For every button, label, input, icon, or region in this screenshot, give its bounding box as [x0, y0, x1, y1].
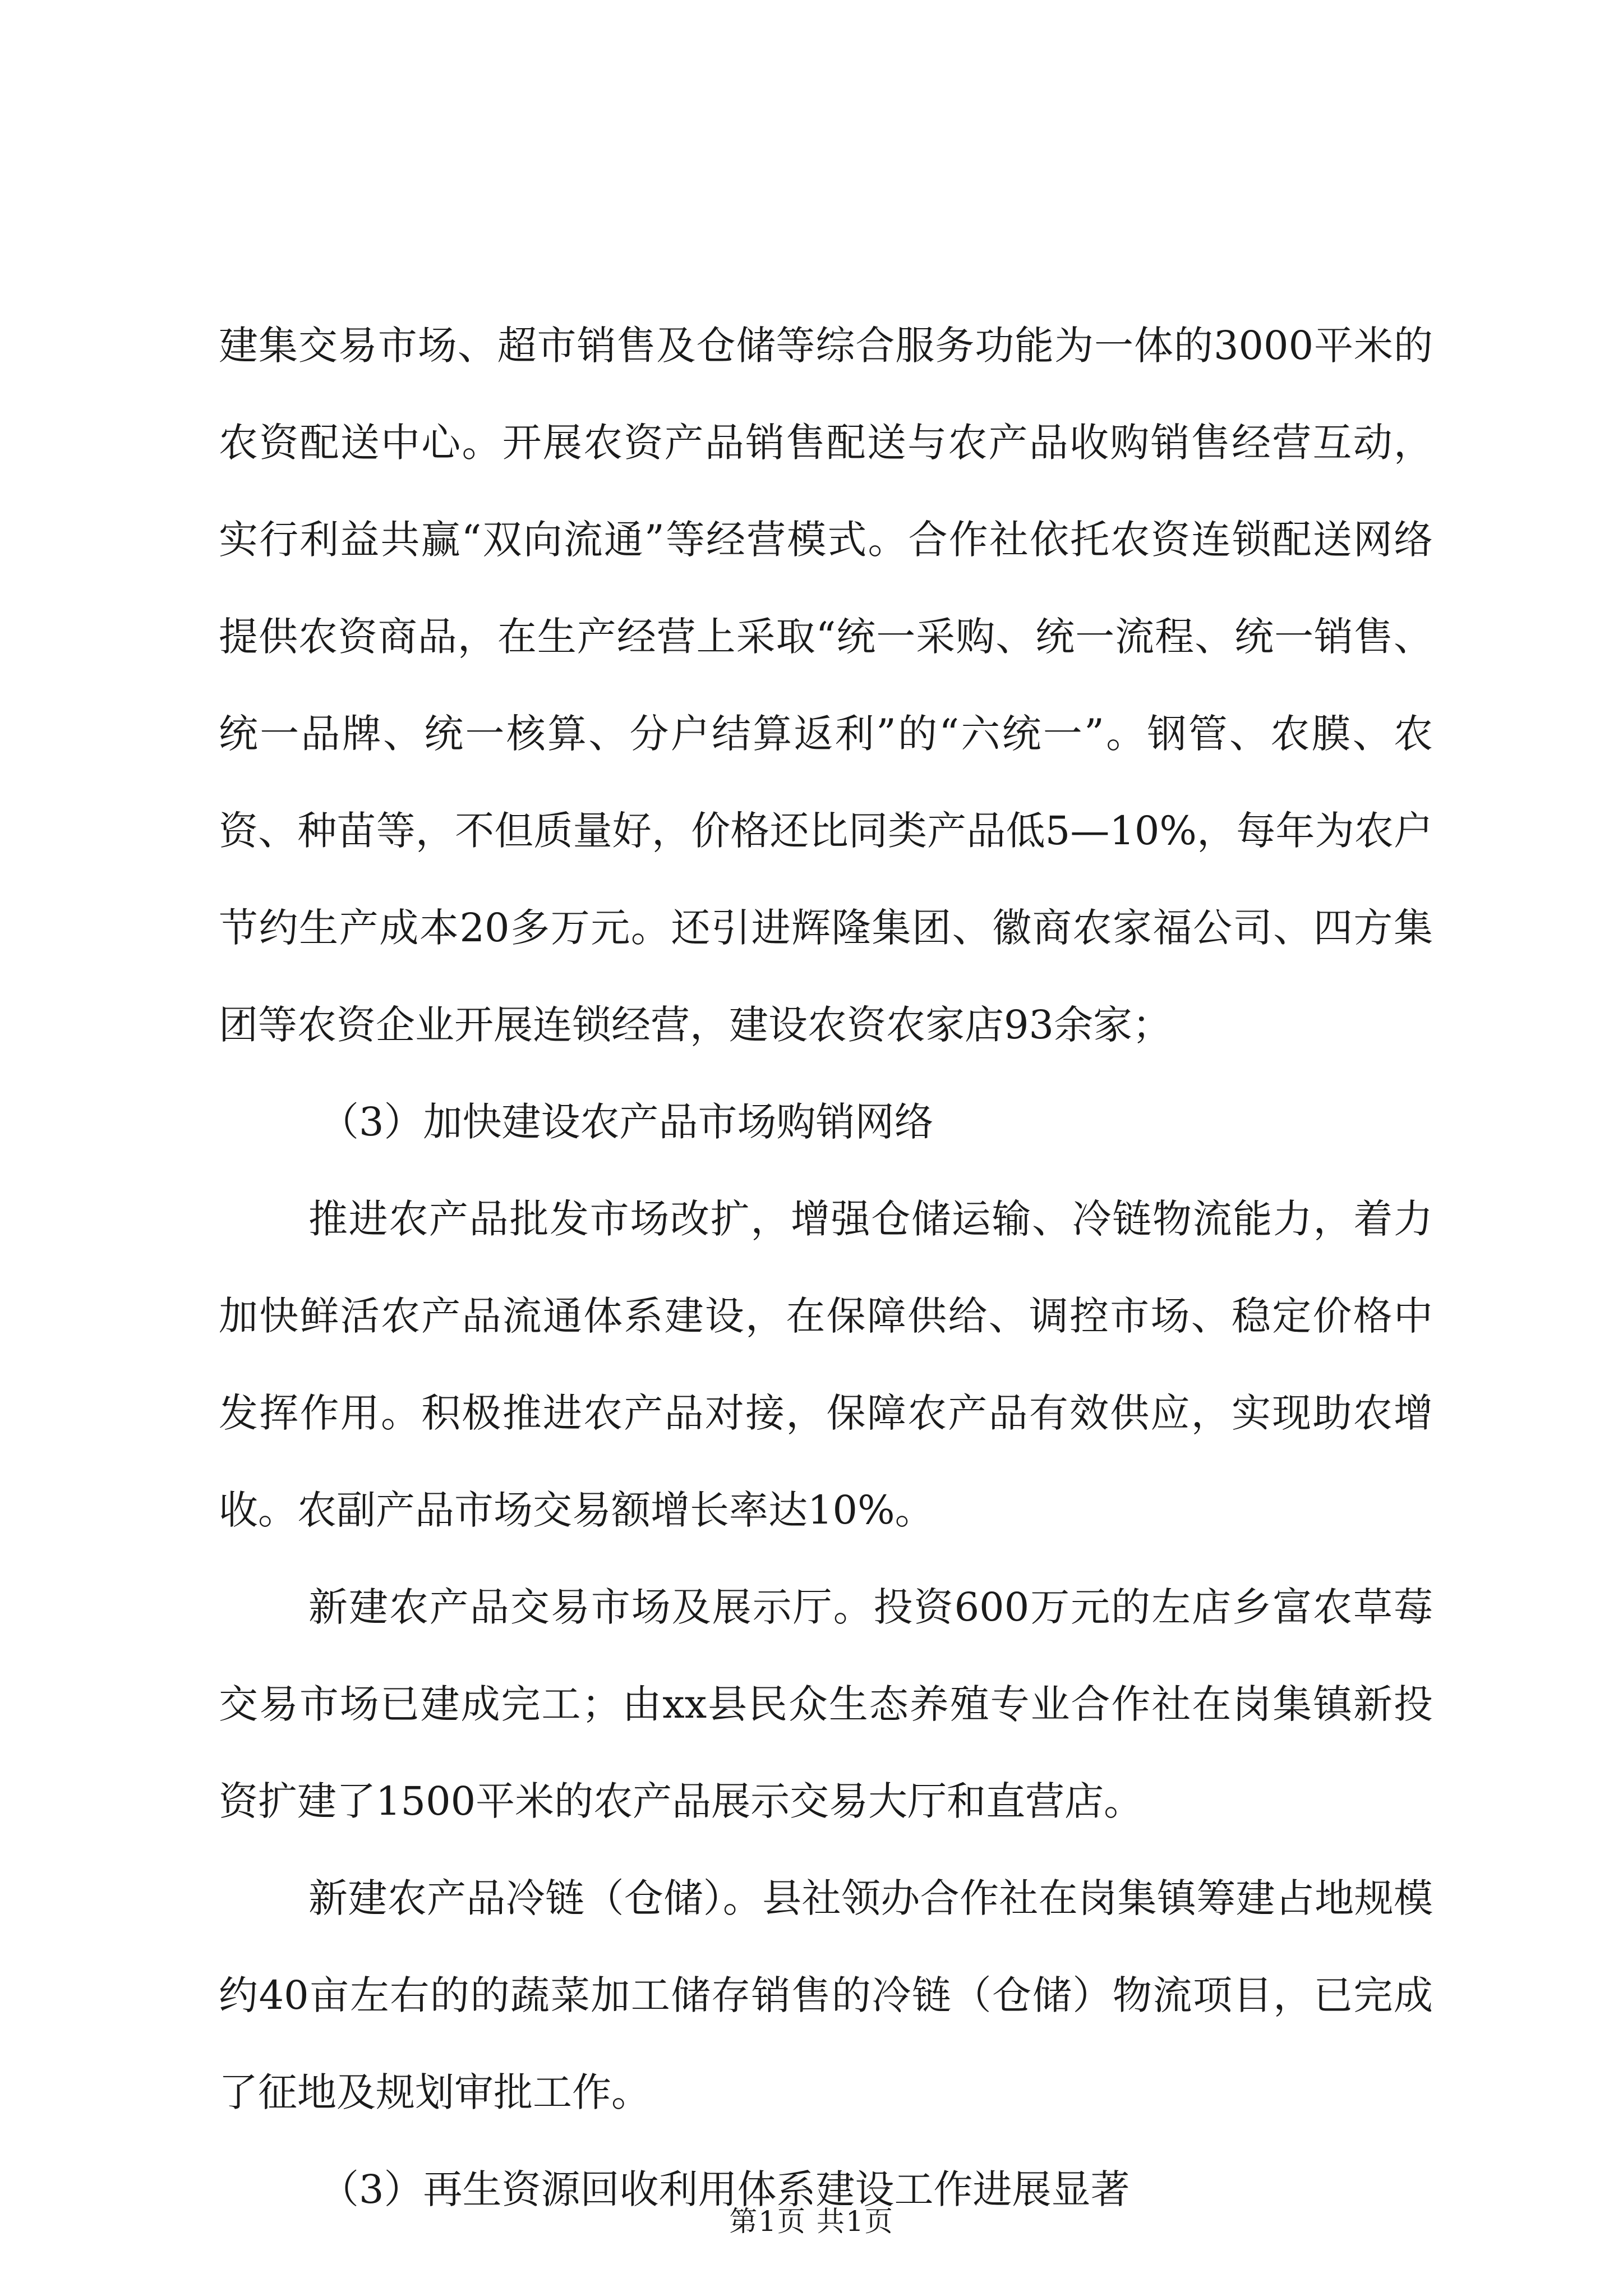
section-heading: （3）加快建设农产品市场购销网络 — [320, 1099, 934, 1145]
document-body — [219, 297, 1433, 2238]
paragraph: 新建农产品冷链（仓储）。县社领办合作社在岗集镇筹建占地规模约40亩左右的的蔬菜加工储存销售的冷链（仓储）物流项目，已完成了征地及规划审批工作。 — [219, 1875, 1433, 2115]
paragraph-continuation: 建集交易市场、超市销售及仓储等综合服务功能为一体的3000平米的农资配送中心。开展农资产品销售配送与农产品收购销售经营互动，实行利益共赢“双向流通”等经营模式。合作社依托农资连锁配送网络提供农资商品，在生产经营上采取“统一采购、统一流程、统一销售、统一品牌、统一核算、分户结算返利”的“六统一”。钢管、农膜、农资、种苗等，不但质量好，价格还比同类产品低5—10%，每年为农户节约生产成本20多万元。还引进辉隆集团、徽商农家福公司、四方集团等农资企业开展连锁经营，建设农资农家店93余家； — [219, 323, 1433, 1048]
paragraph: 推进农产品批发市场改扩，增强仓储运输、冷链物流能力，着力加快鲜活农产品流通体系建设，在保障供给、调控市场、稳定价格中发挥作用。积极推进农产品对接，保障农产品有效供应，实现助农增收。农副产品市场交易额增长率达10%。 — [219, 1196, 1433, 1533]
section-heading: （3）再生资源回收利用体系建设工作进展显著 — [320, 2166, 1130, 2212]
paragraph: 新建农产品交易市场及展示厅。投资600万元的左店乡富农草莓交易市场已建成完工；由xx县民众生态养殖专业合作社在岗集镇新投资扩建了1500平米的农产品展示交易大厅和直营店。 — [219, 1584, 1433, 1824]
page-footer: 第1页 共1页 — [729, 2205, 894, 2238]
